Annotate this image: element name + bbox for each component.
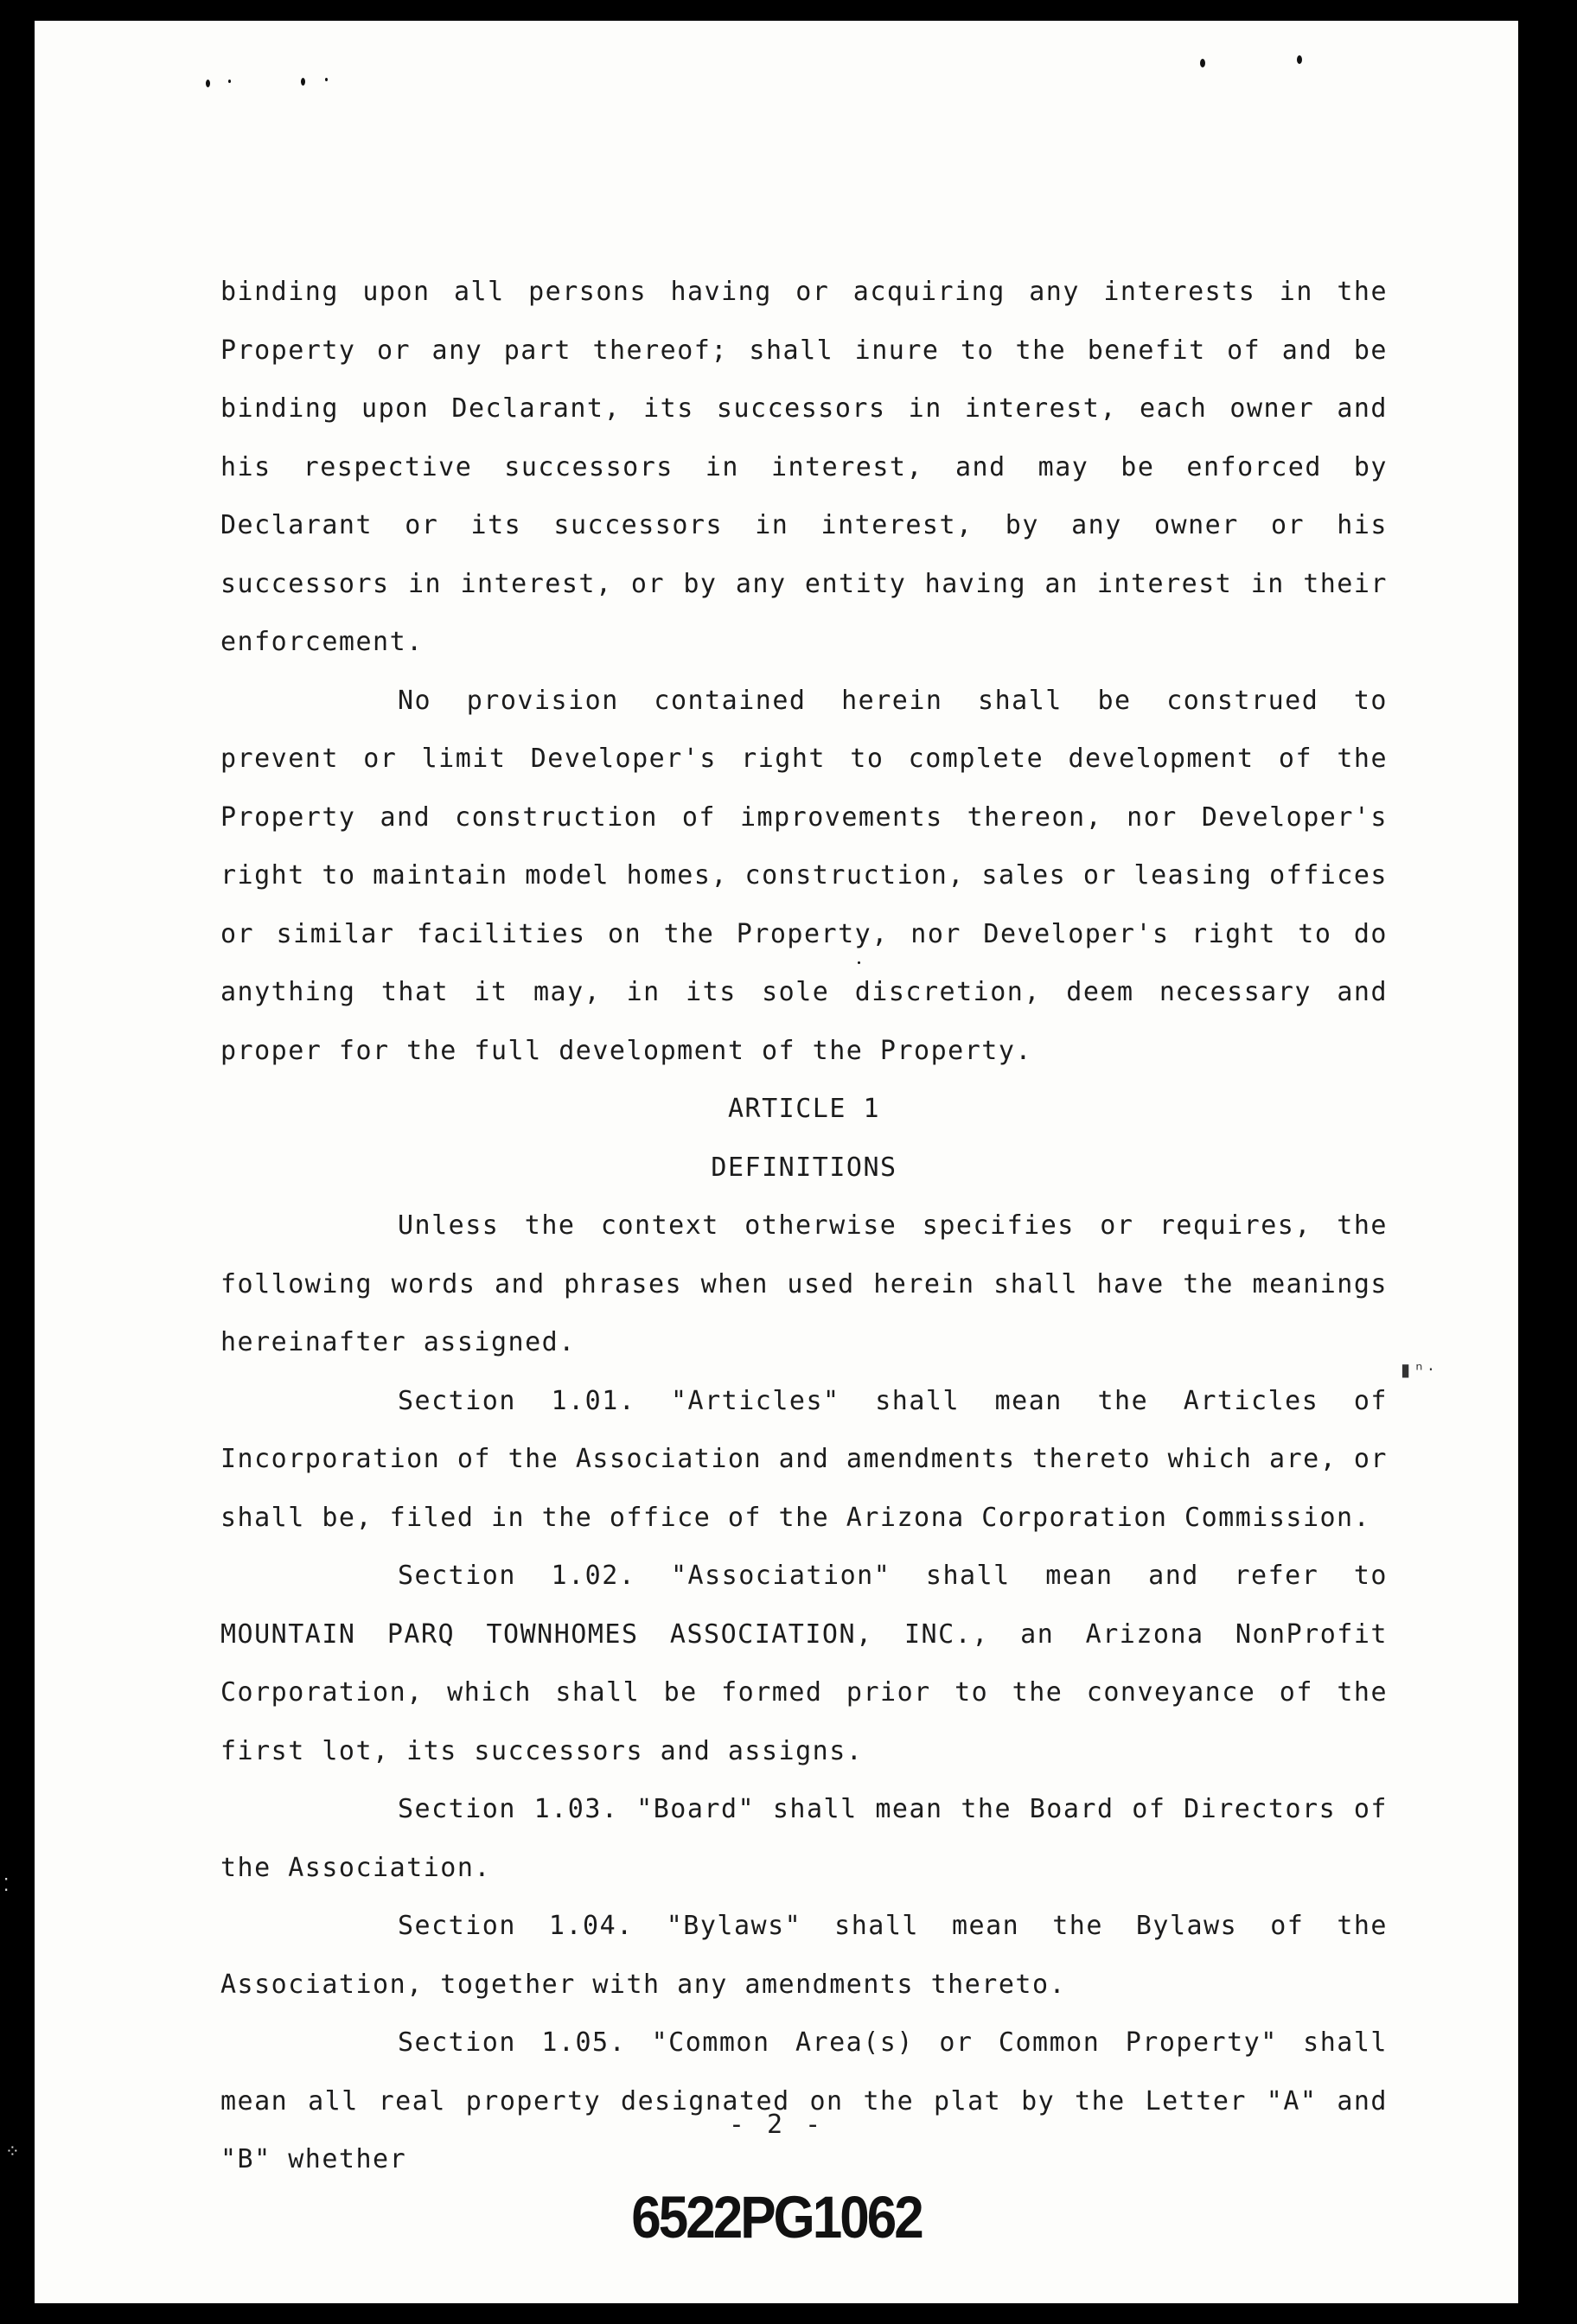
section-1-05: Section 1.05. "Common Area(s) or Common Property" shall mean all real property designated on the plat by the Letter "A" and "B" whether	[220, 2027, 1388, 2174]
edge-mark: ⁚	[3, 1874, 10, 1895]
scan-speck	[1200, 59, 1205, 67]
section-1-01: Section 1.01. "Articles" shall mean the Articles of Incorporation of the Association and amendments thereto which are, or shall be, filed in the office of the Arizona Corporation Commission.	[220, 1385, 1388, 1533]
page-number: - 2 -	[728, 2110, 825, 2140]
paragraph-developer-rights: No provision contained herein shall be construed to prevent or limit Developer's right to complete development of the Property and construction of improvements thereon, nor Developer's right to maintain model homes, construction, sales or leasing offices or similar facilities on the Property, nor Developer's right to do anything that it may, in its sole discretion, deem necessary and proper for the full development of the Property.	[220, 685, 1388, 1066]
section-1-03: Section 1.03. "Board" shall mean the Board of Directors of the Association.	[220, 1794, 1388, 1883]
document-body	[220, 263, 1388, 2189]
margin-mark: ▮ ⁿ ·	[1401, 1359, 1434, 1380]
scan-speck	[206, 80, 210, 87]
edge-mark: ⁘	[5, 2141, 20, 2161]
definitions-intro: Unless the context otherwise specifies or requires, the following words and phrases when used herein shall have the meanings hereinafter assigned.	[220, 1210, 1388, 1357]
article-number: ARTICLE 1	[727, 1094, 881, 1124]
scan-speck	[1297, 55, 1302, 64]
section-1-04: Section 1.04. "Bylaws" shall mean the Bylaws of the Association, together with any amendments thereto.	[220, 1911, 1388, 2000]
scan-speck	[301, 78, 305, 86]
document-page	[35, 21, 1518, 2303]
scan-speck	[325, 78, 328, 81]
recording-stamp: 6522PG1062	[631, 2185, 922, 2251]
article-title: DEFINITIONS	[711, 1152, 897, 1183]
scan-speck	[228, 80, 231, 83]
paragraph-continued: binding upon all persons having or acquiring any interests in the Property or any part thereof; shall inure to the benefit of and be binding upon Declarant, its successors in interest, each owner and his respective successors in interest, and may be enforced by Declarant or its successors in interest, by any owner or his successors in interest, or by any entity having an interest in their enforcement.	[220, 277, 1388, 657]
section-1-02: Section 1.02. "Association" shall mean and refer to MOUNTAIN PARQ TOWNHOMES ASSOCIATION, INC., an Arizona NonProfit Corporation, which shall be formed prior to the conveyance of the first lot, its successors and assigns.	[220, 1561, 1388, 1766]
